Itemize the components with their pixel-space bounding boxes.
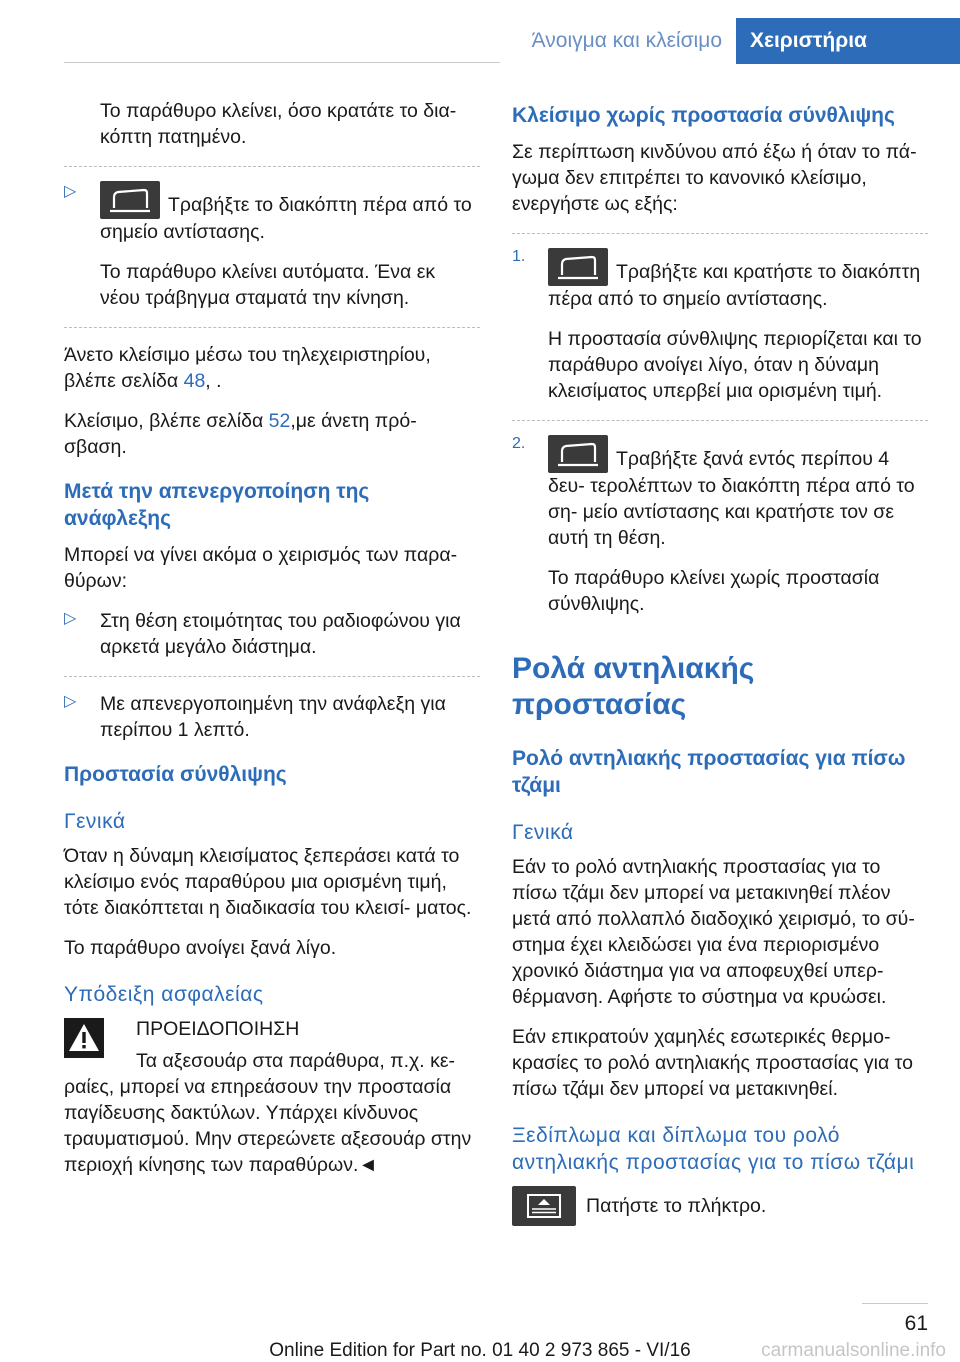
section-heading: Προστασία σύνθλιψης (64, 763, 287, 786)
subsection-heading: Υπόδειξη ασφαλείας (64, 983, 264, 1006)
subsection-heading: Ξεδίπλωμα και δίπλωμα του ρολό αντηλιακής προστασίας για το πίσω τζάμι (512, 1124, 915, 1174)
divider (64, 676, 480, 677)
step-note: Η προστασία σύνθλιψης περιορίζεται και το παράθυρο ανοίγει λίγο, όταν η δύναμη κλεισίματος υπερβεί μια ορισμένη τιμή. (548, 328, 922, 402)
list-item-text: Με απενεργοποιημένη την ανάφλεξη για περίπου 1 λεπτό. (100, 693, 446, 741)
divider (512, 420, 928, 421)
left-column (64, 98, 480, 1192)
window-switch-icon (548, 248, 608, 286)
section-heading: Ρολό αντηλιακής προστασίας για πίσω τζάμι (512, 747, 906, 797)
window-switch-icon (548, 435, 608, 473)
paragraph: Μπορεί να γίνει ακόμα ο χειρισμός των παρα‐ θύρων: (64, 544, 458, 592)
edition-footer: Online Edition for Part no. 01 40 2 973 865 - VI/16 (269, 1340, 691, 1361)
warning-text: ραίες, μπορεί να επηρεάσουν την προστασία παγίδευσης δακτύλων. Υπάρχει κίνδυνος τραυματισμού. Μην στερεώνετε αξεσουάρ στην περιοχή κίνησης των παραθύρων.◄ (64, 1076, 472, 1176)
list-item-text: Τραβήξτε το διακόπτη πέρα από το σημείο αντίστασης. (100, 194, 472, 243)
triangle-bullet-icon: ▷ (64, 183, 77, 200)
divider (64, 327, 480, 328)
list-item (64, 691, 480, 743)
step-number: 2. (512, 435, 526, 452)
warning-box (64, 1016, 480, 1074)
list-item (64, 181, 480, 245)
paragraph: Όταν η δύναμη κλεισίματος ξεπεράσει κατά το κλείσιμο ενός παραθύρου μια ορισμένη τιμή, τότε διακόπτεται η διαδικασία του κλεισί‐ ματος. (64, 845, 472, 919)
instruction-text: Πατήστε το πλήκτρο. (586, 1195, 767, 1217)
paragraph: Το παράθυρο κλείνει αυτόματα. Ένα εκ νέου τράβηγμα σταματά την κίνηση. (100, 261, 436, 309)
paragraph: Το παράθυρο κλείνει, όσο κρατάτε το δια‐ κόπτη πατημένο. (100, 100, 457, 148)
step-text: Τραβήξτε ξανά εντός περίπου 4 δευ‐ τερολέπτων το διακόπτη πέρα από το ση‐ μείο αντίστασης και κρατήστε τον σε αυτή τη θέση. (548, 448, 915, 549)
warning-text-line: Τα αξεσουάρ στα παράθυρα, π.χ. κε‐ (136, 1050, 456, 1072)
list-item (64, 608, 480, 660)
chapter-heading: Ρολά αντηλιακής προστασίας (512, 652, 755, 721)
page-number: 61 (904, 1312, 928, 1335)
paragraph: Το παράθυρο ανοίγει ξανά λίγο. (64, 937, 337, 959)
paragraph: Εάν το ρολό αντηλιακής προστασίας για το πίσω τζάμι δεν μπορεί να μετακινηθεί πλέον μετά από πολλαπλό διαδοχικό χειρισμό, το σύ‐ στημα έχει κλειδώσει για ένα περιορισμένο χρονικό διάστημα για να αποφευχθεί υπερ‐ θέρμανση. Αφήστε το σύστημα να κρυώσει. (512, 856, 915, 1008)
divider (64, 166, 480, 167)
step-item (512, 248, 928, 312)
warning-title: ΠΡΟΕΙΔΟΠΟΙΗΣΗ (136, 1018, 300, 1040)
paragraph: Εάν επικρατούν χαμηλές εσωτερικές θερμο‐ κρασίες το ρολό αντηλιακής προστασίας για το πίσω τζάμι δεν μπορεί να μετακινηθεί. (512, 1026, 913, 1100)
section-heading: Κλείσιμο χωρίς προστασία σύνθλιψης (512, 104, 895, 127)
triangle-bullet-icon: ▷ (64, 693, 77, 710)
subsection-heading: Γενικά (512, 821, 574, 844)
footer-rule (862, 1303, 928, 1304)
paragraph (512, 1186, 928, 1226)
header-section-title: Άνοιγμα και κλείσιμο (531, 29, 722, 52)
divider (512, 233, 928, 234)
paragraph: Σε περίπτωση κινδύνου από έξω ή όταν το πά‐ γωμα δεν επιτρέπει το κανονικό κλείσιμο, ενεργήστε ως εξής: (512, 141, 917, 215)
watermark: carmanualsonline.info (761, 1340, 946, 1361)
page-link-52[interactable]: 52 (268, 410, 291, 432)
rear-sunshade-button-icon (512, 1186, 576, 1226)
subsection-heading: Γενικά (64, 810, 126, 833)
step-note: Το παράθυρο κλείνει χωρίς προστασία σύνθλιψης. (548, 567, 880, 615)
step-item (512, 435, 928, 551)
page-link-48[interactable]: 48 (183, 370, 206, 392)
section-heading: Μετά την απενεργοποίηση της ανάφλεξης (64, 480, 370, 530)
header-rule (64, 62, 500, 63)
triangle-bullet-icon: ▷ (64, 610, 77, 627)
header-chapter-tab: Χειριστήρια (736, 18, 960, 64)
paragraph: Κλείσιμο, βλέπε σελίδα 52,με άνετη πρό‐ σβαση. (64, 410, 417, 458)
right-column (512, 98, 928, 1240)
step-number: 1. (512, 248, 526, 265)
warning-triangle-icon (64, 1018, 104, 1058)
step-text: Τραβήξτε και κρατήστε το διακόπτη πέρα από το σημείο αντίστασης. (548, 261, 921, 310)
list-item-text: Στη θέση ετοιμότητας του ραδιοφώνου για αρκετά μεγάλο διάστημα. (100, 610, 461, 658)
window-switch-icon (100, 181, 160, 219)
paragraph: Άνετο κλείσιμο μέσω του τηλεχειριστηρίου, βλέπε σελίδα 48, . (64, 344, 431, 392)
